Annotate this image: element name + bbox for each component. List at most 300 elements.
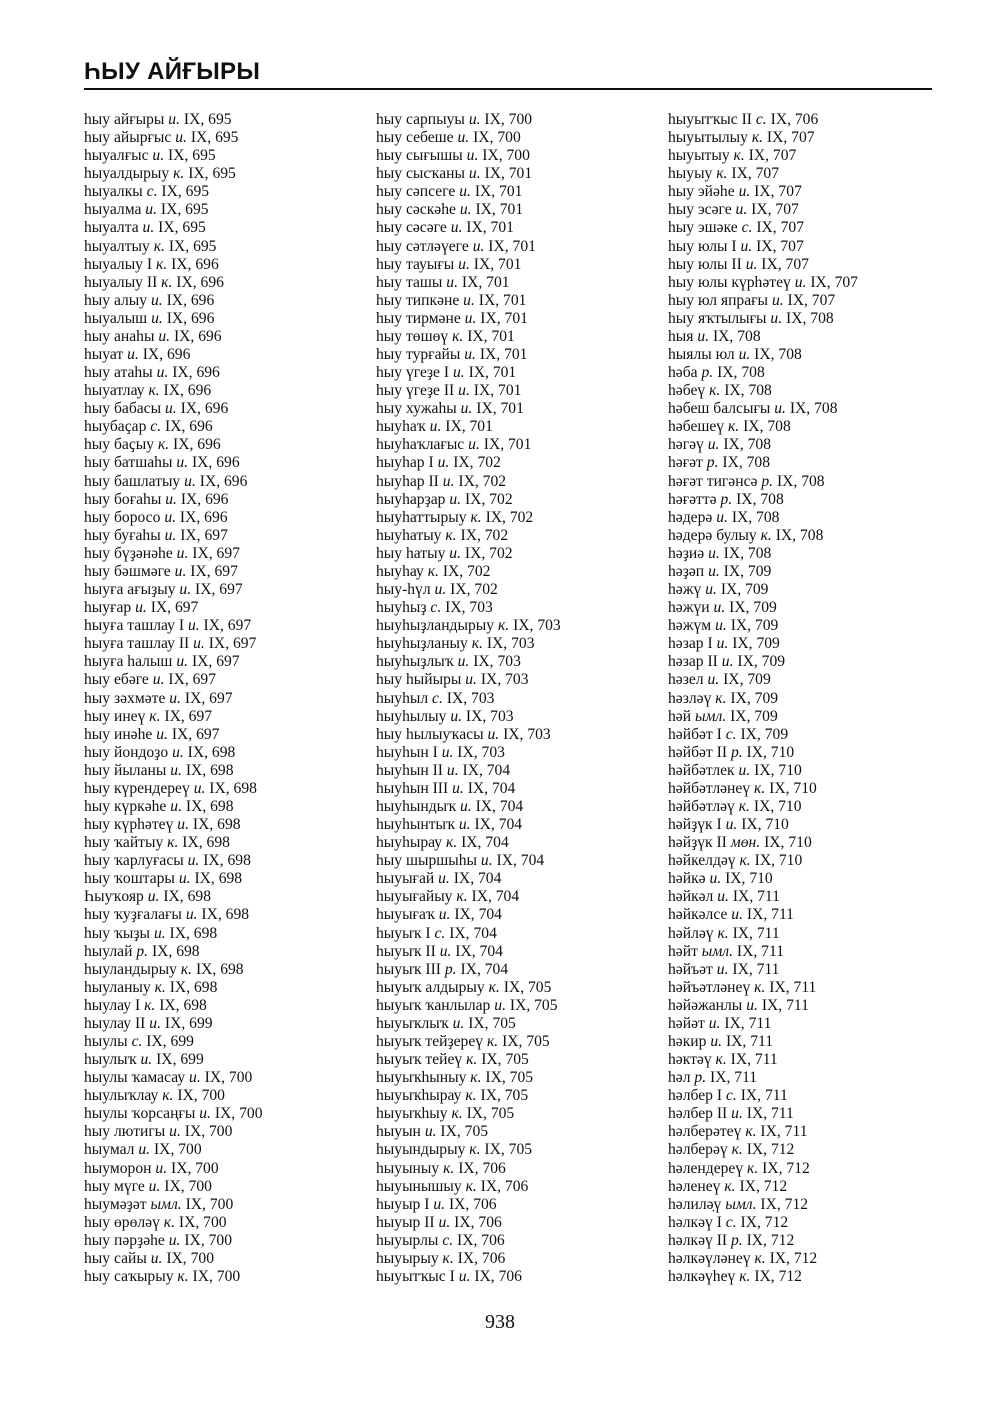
entry-word: һыуһын III (376, 779, 449, 797)
entry-pos: и. (735, 201, 748, 219)
index-entry (84, 491, 364, 509)
entry-ref: IX, 700 (166, 1249, 214, 1267)
entry-pos: и. (434, 581, 447, 599)
index-entry (668, 165, 938, 183)
entry-ref: IX, 706 (448, 1195, 497, 1213)
entry-ref: IX, 702 (464, 544, 513, 562)
index-entry (668, 581, 938, 599)
entry-ref: IX, 711 (746, 906, 794, 924)
entry-word: Һыуҡояр (84, 888, 144, 906)
entry-word: һыуһар I (376, 454, 434, 472)
index-entry (376, 292, 658, 310)
index-entry (376, 183, 658, 201)
index-entry (376, 238, 658, 256)
entry-pos: к. (709, 382, 721, 400)
entry-word: һыуһау (376, 562, 424, 580)
entry-pos: и. (466, 147, 479, 165)
entry-pos: р. (730, 1231, 743, 1249)
entry-ref: IX, 711 (769, 978, 817, 996)
entry-word: һыу инеү (84, 707, 146, 725)
entry-ref: IX, 703 (503, 725, 551, 743)
entry-word: һәғәт тигәнсә (668, 472, 758, 490)
index-entry (84, 617, 364, 635)
entry-ref: IX, 698 (203, 852, 251, 870)
entry-ref: IX, 705 (484, 1141, 533, 1159)
entry-ref: IX, 709 (723, 671, 771, 689)
index-column-3 (668, 111, 938, 1286)
entry-word: һәй (668, 707, 692, 725)
entry-word: һыуһаҡлағыс (376, 436, 465, 454)
entry-ref: IX, 699 (146, 1032, 194, 1050)
entry-pos: и. (437, 454, 450, 472)
entry-pos: и. (174, 562, 187, 580)
entry-word: һыу эшәке (668, 219, 738, 237)
entry-ref: IX, 698 (185, 761, 234, 779)
entry-pos: к. (149, 707, 161, 725)
index-entry (668, 906, 938, 924)
entry-ref: IX, 701 (480, 309, 528, 327)
entry-pos: и. (438, 906, 451, 924)
entry-pos: и. (458, 816, 471, 834)
entry-pos: и. (450, 707, 463, 725)
entry-word: һыуыныу (376, 1159, 440, 1177)
entry-pos: и. (738, 183, 751, 201)
index-entry (84, 292, 364, 310)
entry-ref: IX, 698 (159, 996, 207, 1014)
entry-ref: IX, 706 (454, 1213, 502, 1231)
entry-ref: IX, 701 (484, 165, 533, 183)
index-entry (376, 382, 658, 400)
entry-ref: IX, 701 (478, 291, 527, 309)
entry-pos: р. (444, 960, 457, 978)
index-entry (376, 599, 658, 617)
entry-pos: и. (705, 581, 717, 599)
entry-word: һыуһыл (376, 689, 429, 707)
index-entry (84, 690, 364, 708)
entry-word: һәғәттә (668, 490, 717, 508)
entry-pos: с. (725, 1087, 737, 1105)
entry-ref: IX, 702 (460, 526, 509, 544)
entry-pos: и. (169, 1123, 181, 1141)
entry-word: һыу зәхмәте (84, 689, 166, 707)
entry-word: һыу пәрҙәһе (84, 1231, 165, 1249)
entry-ref: IX, 700 (171, 1159, 219, 1177)
index-entry (376, 997, 658, 1015)
entry-word: һыу айғыры (84, 111, 165, 128)
index-entry (84, 310, 364, 328)
entry-pos: к. (760, 526, 772, 544)
entry-ref: IX, 712 (760, 1195, 809, 1213)
entry-pos: и. (175, 129, 187, 147)
entry-word: һыуғар (84, 599, 132, 617)
entry-pos: и. (710, 1032, 723, 1050)
index-entry (84, 943, 364, 961)
entry-ref: IX, 708 (731, 508, 780, 526)
entry-word: һәйәжанлы (668, 996, 743, 1014)
entry-word: һәзләү (668, 689, 712, 707)
entry-ref: IX, 712 (754, 1268, 802, 1285)
entry-ref: IX, 697 (171, 725, 220, 743)
entry-word: һыуалтыу (84, 237, 150, 255)
index-entry (84, 454, 364, 472)
entry-word: һыуыҡ II (376, 942, 436, 960)
entry-word: һәбеү (668, 382, 706, 400)
entry-pos: к. (153, 237, 165, 255)
entry-word: һыу-һүл (376, 581, 431, 599)
index-entry (668, 726, 938, 744)
entry-pos: и. (442, 472, 455, 490)
index-entry (668, 653, 938, 671)
entry-word: һыу ҡарлуғасы (84, 852, 184, 870)
entry-word: һыуыҡһыу (376, 1105, 448, 1123)
entry-word: һыу батшаһы (84, 454, 173, 472)
entry-word: һәйбәтләнеү (668, 779, 751, 797)
entry-ref: IX, 700 (214, 1105, 263, 1123)
entry-word: һыуға ағыҙыу (84, 581, 176, 599)
index-entry (84, 979, 364, 997)
entry-ref: IX, 707 (787, 291, 836, 309)
index-entry (376, 925, 658, 943)
entry-pos: к. (724, 1177, 736, 1195)
entry-ref: IX, 711 (710, 1069, 758, 1087)
index-entry (668, 1232, 938, 1250)
index-entry (376, 979, 658, 997)
entry-pos: и. (716, 508, 728, 526)
entry-ref: IX, 700 (473, 129, 521, 147)
entry-word: һыуалдырыу (84, 165, 170, 183)
index-entry (84, 219, 364, 237)
entry-pos: и. (452, 364, 465, 382)
entry-ref: IX, 707 (731, 165, 780, 183)
index-entry (668, 870, 938, 888)
entry-ref: IX, 703 (465, 707, 514, 725)
index-entry (376, 1069, 658, 1087)
entry-word: һыу буғаһы (84, 526, 161, 544)
entry-ref: IX, 695 (158, 219, 206, 237)
entry-pos: и. (715, 617, 727, 635)
entry-word: һыуырыу (376, 1249, 439, 1267)
entry-word: һыу айырғыс (84, 129, 172, 147)
entry-word: һәлберәтеү (668, 1123, 742, 1141)
entry-word: һәйкә (668, 870, 706, 888)
entry-ref: IX, 698 (201, 906, 250, 924)
entry-word: һыу себеше (376, 129, 454, 147)
entry-ref: IX, 701 (483, 436, 532, 454)
index-entry (376, 1196, 658, 1214)
entry-ref: IX, 696 (172, 364, 220, 382)
entry-word: һәйбәт I (668, 725, 722, 743)
index-entry (668, 1141, 938, 1159)
entry-word: һыу тауығы (376, 255, 455, 273)
entry-pos: и. (457, 653, 470, 671)
entry-pos: и. (185, 906, 198, 924)
entry-word: һыу хужаһы (376, 400, 457, 418)
index-entry (376, 1033, 658, 1051)
entry-pos: и. (459, 201, 472, 219)
entry-ref: IX, 696 (166, 309, 215, 327)
entry-word: һәл (668, 1069, 691, 1087)
entry-pos: к. (488, 978, 500, 996)
entry-ref: IX, 697 (195, 581, 243, 599)
index-entry (84, 961, 364, 979)
entry-pos: с. (741, 219, 753, 237)
entry-word: һыуығаҡ (376, 906, 435, 924)
index-entry (84, 1051, 364, 1069)
index-entry (84, 129, 364, 147)
entry-word: һыумал (84, 1141, 135, 1159)
entry-pos: и. (158, 327, 171, 345)
index-entry (84, 436, 364, 454)
index-entry (668, 599, 938, 617)
entry-ref: IX, 701 (468, 364, 517, 382)
entry-pos: и. (168, 1231, 181, 1249)
entry-pos: и. (449, 490, 462, 508)
entry-pos: и. (145, 201, 157, 219)
index-entry (84, 834, 364, 852)
index-entry (668, 635, 938, 653)
entry-ref: IX, 702 (453, 454, 501, 472)
index-column-2 (376, 111, 658, 1286)
entry-ref: IX, 710 (754, 852, 803, 870)
entry-word: һыуһынтыҡ (376, 816, 455, 834)
index-entry (376, 943, 658, 961)
index-entry (376, 1051, 658, 1069)
index-entry (84, 1250, 364, 1268)
entry-word: һыу төшөү (376, 327, 449, 345)
entry-word: һыуһатыу (376, 526, 442, 544)
entry-pos: и. (494, 996, 506, 1014)
entry-pos: к. (728, 418, 740, 436)
entry-pos: и. (138, 1141, 151, 1159)
entry-word: һыу мүге (84, 1177, 145, 1195)
entry-ref: IX, 696 (163, 382, 212, 400)
entry-ref: IX, 695 (183, 111, 232, 128)
entry-pos: и. (460, 400, 473, 418)
entry-word: һыуалта (84, 219, 139, 237)
index-entry (376, 1214, 658, 1232)
entry-pos: и. (187, 617, 200, 635)
entry-ref: IX, 701 (473, 255, 522, 273)
entry-pos: к. (715, 1051, 727, 1069)
entry-pos: с. (434, 924, 446, 942)
index-entry (376, 346, 658, 364)
entry-ref: IX, 709 (730, 617, 779, 635)
entry-pos: с. (146, 183, 158, 201)
entry-pos: к. (144, 996, 156, 1014)
entry-pos: к. (427, 562, 439, 580)
index-entry (376, 961, 658, 979)
entry-pos: и. (740, 237, 753, 255)
entry-pos: к. (471, 635, 483, 653)
index-entry (376, 129, 658, 147)
entry-word: һыуыҡ III (376, 960, 441, 978)
entry-word: һәбешеү (668, 418, 725, 436)
entry-pos: к. (497, 617, 510, 635)
index-entry (84, 599, 364, 617)
index-entry (668, 111, 938, 129)
index-entry (668, 1069, 938, 1087)
entry-word: һәжүм (668, 617, 712, 635)
index-entry (84, 201, 364, 219)
index-entry (668, 527, 938, 545)
entry-pos: к. (745, 1123, 757, 1141)
entry-word: һыу сәскәһе (376, 201, 456, 219)
entry-pos: и. (452, 1014, 465, 1032)
index-entry (84, 1268, 364, 1286)
entry-ref: IX, 700 (482, 147, 530, 165)
index-entry (84, 473, 364, 491)
index-entry (376, 762, 658, 780)
entry-ref: IX, 706 (474, 1268, 522, 1285)
entry-word: һыуға һалыш (84, 653, 173, 671)
entry-ref: IX, 703 (513, 617, 561, 635)
entry-pos: с. (725, 725, 737, 743)
entry-ref: IX, 708 (789, 400, 838, 418)
entry-ref: IX, 697 (180, 526, 228, 544)
entry-ref: IX, 696 (180, 490, 229, 508)
entry-ref: IX, 697 (190, 562, 238, 580)
entry-ref: IX, 711 (740, 1087, 788, 1105)
entry-pos: с. (131, 1032, 143, 1050)
entry-ref: IX, 698 (209, 779, 257, 797)
entry-word: һыуһын I (376, 743, 438, 761)
entry-word: һәжү (668, 581, 702, 599)
entry-pos: к. (717, 924, 729, 942)
index-entry (84, 1069, 364, 1087)
entry-ref: IX, 698 (195, 960, 244, 978)
entry-word: һыялы юл (668, 346, 735, 364)
entry-word: һыуыҡлыҡ (376, 1014, 449, 1032)
entry-word: һыу ҡуҙғалағы (84, 906, 182, 924)
index-entry (668, 943, 938, 961)
entry-ref: IX, 700 (484, 111, 533, 128)
entry-word: һыуыҡһыныу (376, 1069, 467, 1087)
entry-word: һыу һатыу (376, 544, 446, 562)
entry-pos: и. (179, 581, 192, 599)
index-entry (84, 997, 364, 1015)
entry-ref: IX, 701 (461, 273, 510, 291)
entry-pos: и. (446, 273, 458, 291)
entry-word: һыу алыу (84, 291, 148, 309)
entry-word: һыу эйәһе (668, 183, 735, 201)
entry-pos: и. (189, 1069, 201, 1087)
index-entry (668, 1105, 938, 1123)
entry-pos: и. (721, 653, 734, 671)
entry-ref: IX, 710 (746, 743, 795, 761)
entry-ref: IX, 707 (761, 255, 809, 273)
index-entry (84, 400, 364, 418)
entry-pos: к. (443, 1159, 455, 1177)
index-entry (84, 798, 364, 816)
index-entry (668, 744, 938, 762)
index-entry (376, 1178, 658, 1196)
index-entry (376, 816, 658, 834)
entry-word: һыу сығышы (376, 147, 463, 165)
index-entry (376, 147, 658, 165)
index-entry (84, 147, 364, 165)
entry-word: һыулау I (84, 996, 141, 1014)
entry-pos: к. (465, 1087, 477, 1105)
index-entry (376, 888, 658, 906)
index-entry (376, 1250, 658, 1268)
entry-word: һыуыҡ тейеү (376, 1051, 463, 1069)
entry-ref: IX, 710 (753, 797, 802, 815)
entry-ref: IX, 708 (724, 382, 772, 400)
index-entry (668, 925, 938, 943)
entry-word: һәба (668, 364, 698, 382)
entry-ref: IX, 695 (160, 201, 209, 219)
entry-word: һыу баҫыу (84, 436, 155, 454)
entry-ref: IX, 695 (161, 183, 210, 201)
entry-ref: IX, 703 (457, 743, 505, 761)
entry-word: һәйҙүк II (668, 834, 727, 852)
entry-pos: к. (465, 1177, 477, 1195)
entry-pos: и. (147, 888, 160, 906)
entry-ref: IX, 704 (475, 797, 524, 815)
entry-word: һыу һылыуҡасы (376, 725, 484, 743)
entry-ref: IX, 695 (168, 147, 216, 165)
entry-pos: к. (451, 1105, 463, 1123)
entry-word: һыумәҙәт (84, 1195, 147, 1213)
entry-word: һәкир (668, 1032, 707, 1050)
entry-ref: IX, 704 (454, 906, 502, 924)
index-entry (668, 671, 938, 689)
index-entry (376, 563, 658, 581)
entry-word: һәйәт (668, 1014, 705, 1032)
entry-word: һәйкелдәү (668, 852, 736, 870)
entry-pos: и. (770, 309, 783, 327)
entry-pos: и. (151, 291, 163, 309)
index-entry (84, 870, 364, 888)
entry-word: һыу сәсәге (376, 219, 447, 237)
entry-word: һыуалыш (84, 309, 148, 327)
index-entry (84, 906, 364, 924)
entry-word: һәбеш балсығы (668, 400, 771, 418)
entry-pos: к. (180, 960, 193, 978)
index-entry (84, 346, 364, 364)
index-entry (84, 816, 364, 834)
entry-word: һыуға ташлау II (84, 635, 190, 653)
entry-ref: IX, 711 (732, 888, 780, 906)
entry-ref: IX, 706 (480, 1177, 529, 1195)
entry-pos: и. (149, 1014, 161, 1032)
entry-pos: и. (184, 472, 196, 490)
index-entry (668, 852, 938, 870)
entry-ref: IX, 696 (191, 454, 240, 472)
entry-pos: с. (432, 689, 443, 707)
entry-ref: IX, 702 (464, 490, 513, 508)
index-entry (84, 111, 364, 129)
entry-ref: IX, 701 (474, 183, 523, 201)
index-entry (376, 509, 658, 527)
entry-pos: и. (725, 816, 738, 834)
entry-pos: к. (754, 779, 766, 797)
entry-pos: и. (468, 165, 481, 183)
header-rule (84, 88, 932, 90)
entry-ref: IX, 707 (748, 147, 797, 165)
entry-ref: IX, 706 (770, 111, 819, 128)
entry-pos: с. (150, 418, 162, 436)
entry-word: һыуат (84, 346, 124, 364)
entry-ref: IX, 708 (776, 472, 825, 490)
entry-ref: IX, 704 (455, 942, 503, 960)
index-entry (668, 219, 938, 237)
entry-ref: IX, 709 (720, 581, 769, 599)
entry-word: һыу яҡтылығы (668, 309, 767, 327)
index-entry (668, 509, 938, 527)
index-entry (376, 1105, 658, 1123)
entry-pos: и. (187, 852, 200, 870)
